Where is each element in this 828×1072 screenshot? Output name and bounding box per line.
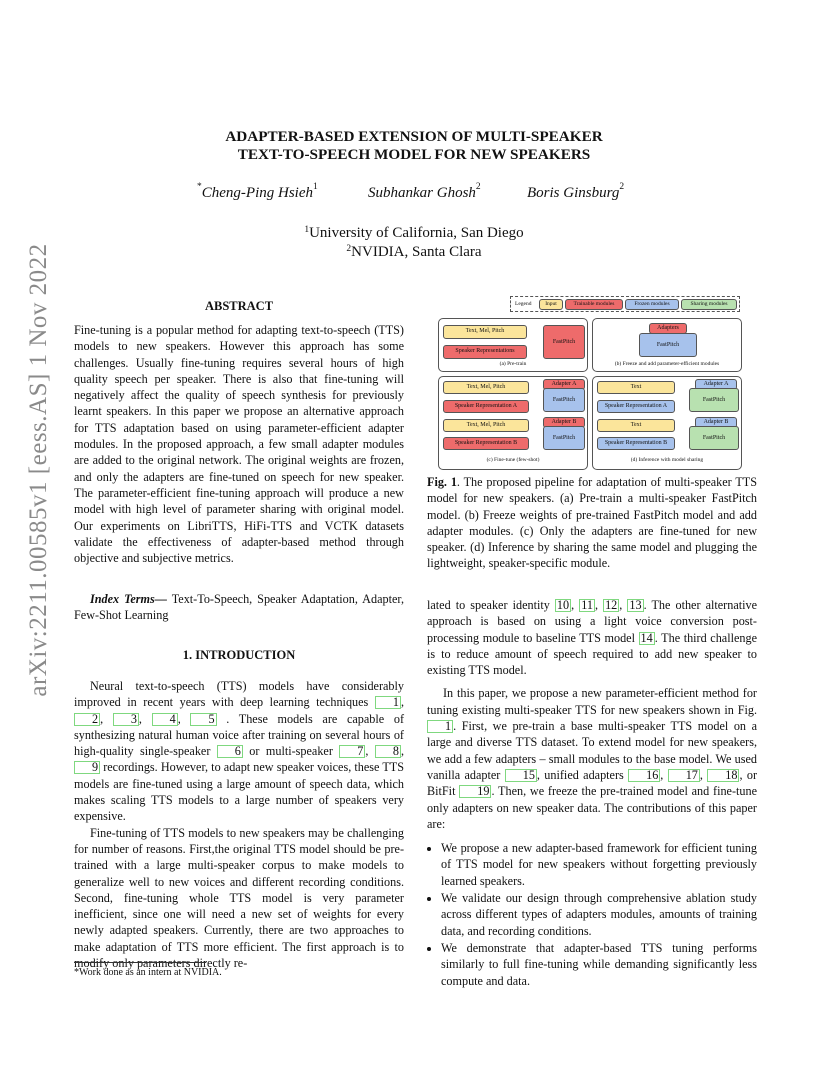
abstract-heading: ABSTRACT: [204, 299, 274, 313]
text-box: Text: [597, 419, 675, 432]
intro-paragraph-3: In this paper, we propose a new parameter-efficient method for tuning existing multi-speaker TTS for new speakers shown in Fig. 1 . First, we pre-train a base multi-speaker TTS model on a large and diverse TTS dataset. To extend model for new speakers, we add a few adapters – small modules to the base model. We used vanilla adapter 15 , unified adapters 16 , 17 , 18 , or BitFit 19 . Then, we freeze the pre-trained model and fine-tune only adapters on new speaker data. The contributions of this paper are:: [427, 686, 758, 831]
panel-d: [592, 376, 742, 470]
panel-b: [592, 318, 742, 372]
adapters-box: Adapters: [649, 323, 687, 334]
citation-link[interactable]: 15: [505, 769, 537, 782]
legend-trainable: Trainable modules: [565, 299, 623, 310]
citation-link[interactable]: 7: [339, 745, 365, 758]
intro-right-column: [427, 597, 757, 990]
citation-link[interactable]: 14: [640, 630, 653, 645]
panel-d-caption: (d) Inference with model sharing: [630, 457, 704, 463]
adapter-b-box: Adapter B: [695, 417, 737, 428]
index-terms-label: Index Terms—: [90, 592, 167, 606]
section-heading-intro: 1. INTRODUCTION: [182, 648, 296, 662]
speaker-rep-a-box: Speaker Representation A: [597, 400, 675, 413]
footnote: *Work done as an intern at NVIDIA.: [74, 967, 222, 978]
citation-link[interactable]: 4: [152, 713, 178, 726]
citation-link[interactable]: 11: [581, 598, 593, 612]
citation-link[interactable]: 8: [375, 745, 401, 758]
title-line-1: ADAPTER-BASED EXTENSION OF MULTI-SPEAKER: [225, 128, 603, 145]
citation-link[interactable]: 17: [668, 769, 700, 782]
citation-link[interactable]: 12: [605, 598, 618, 612]
author-1: *Cheng-Ping Hsieh$^1$: [197, 182, 318, 201]
affiliations: [0, 224, 828, 262]
citation-link[interactable]: 10: [556, 598, 570, 612]
affiliation-1: $^1$University of California, San Diego: [304, 225, 524, 241]
citation-link[interactable]: 2: [74, 713, 100, 726]
citation-link[interactable]: 5: [190, 713, 216, 726]
speaker-rep-b-box: Speaker Representation B: [443, 437, 529, 450]
speaker-reps-box: Speaker Representations: [443, 345, 527, 359]
fastpitch-box: FastPitch: [689, 388, 739, 412]
citation-link[interactable]: 19: [459, 785, 491, 798]
citation-link[interactable]: 13: [629, 598, 642, 612]
title-line-2: TEXT-TO-SPEECH MODEL FOR NEW SPEAKERS: [237, 146, 591, 163]
citation-link[interactable]: 3: [113, 713, 139, 726]
index-terms-text: Text-To-Speech, Speaker Adaptation, Adapter, Few-Shot Learning: [74, 592, 404, 623]
citation-link[interactable]: 16: [628, 769, 660, 782]
citation-link[interactable]: 1: [375, 696, 401, 709]
abstract-text: Fine-tuning is a popular method for adapting text-to-speech (TTS) models to new speakers. However this approach has some challenges. Usually fine-tuning requires several hours of high quality speech per speaker. There is also that fine-tuning will negatively affect the quality of speech synthesis for previously learnt speakers. In this paper we propose an alternative approach for TTS adaptation based on using parameter-efficient adapter modules. In the proposed approach, a few small adapter modules are added to the original network. The original weights are frozen, and only the adapters are fine-tuned on speech for new speaker. The parameter-efficient fine-tuning approach will produce a new model with high level of parameter sharing with original model. Our experiments on LibriTTS, HiFi-TTS and VCTK datasets validate the effectiveness of adapter-based method through objective and subjective metrics.: [74, 323, 404, 566]
index-terms: [74, 591, 404, 624]
adapter-a-box: Adapter A: [695, 379, 737, 390]
contributions-list: [427, 840, 757, 989]
speaker-rep-a-box: Speaker Representation A: [443, 400, 529, 413]
fastpitch-box: FastPitch: [543, 426, 585, 450]
fastpitch-box: FastPitch: [689, 426, 739, 450]
legend-input: Input: [539, 299, 563, 310]
legend-frozen: Frozen modules: [625, 299, 679, 310]
figure-link[interactable]: 1: [427, 720, 453, 733]
figure-legend: [510, 296, 740, 312]
paper-title: [0, 128, 828, 164]
text-mel-pitch-box: Text, Mel, Pitch: [443, 325, 527, 339]
intro-left-column: [74, 678, 404, 971]
text-mel-pitch-box: Text, Mel, Pitch: [443, 419, 529, 432]
panel-a-caption: (a) Pre-train: [499, 361, 527, 367]
legend-sharing: Sharing modules: [681, 299, 737, 310]
footnote-divider: [74, 962, 206, 963]
intro-paragraph-2: Fine-tuning of TTS models to new speakers may be challenging for number of reasons. First,the original TTS model should be pre-trained with a large multi-speaker corpus to make models to generalize well to new voices and different recording conditions. Second, fine-tuning whole TTS model is very parameter inefficient, since one will need a new set of weights for every newly adapted speakers. Currently, there are two approaches to make adaptation of TTS more efficient. The first approach is to modify only parameters directly re-: [74, 825, 404, 971]
abstract-body: [74, 322, 404, 566]
author-2: Subhankar Ghosh$^2$: [368, 182, 481, 201]
figure-caption-text: . The proposed pipeline for adaptation of multi-speaker TTS model for new speakers. (a) Pre-train a multi-speaker FastPitch model. (b) Freeze weights of pre-trained FastPitch model and add adapter modules. (c) Only the adapters are fine-tuned for new speaker. (d) Inference by sharing the same model and plugging the lightweight, speaker-specific module.: [427, 475, 757, 571]
citation-link[interactable]: 6: [217, 745, 243, 758]
fastpitch-box: FastPitch: [543, 388, 585, 412]
panel-c-caption: (c) Fine-tune (few-shot): [486, 457, 540, 463]
citation-link[interactable]: 9: [74, 761, 100, 774]
text-mel-pitch-box: Text, Mel, Pitch: [443, 381, 529, 394]
arxiv-watermark: arXiv:2211.00585v1 [eess.AS] 1 Nov 2022: [25, 243, 52, 697]
figure-caption: [427, 474, 757, 572]
intro-paragraph-1: Neural text-to-speech (TTS) models have considerably improved in recent years with deep learning techniques 1 , 2 , 3 , 4 , 5 . These models are capable of synthesizing natural human voice after training on several hours of high-quality single-speaker 6 or multi-speaker 7 , 8 , 9 recordings. However, to adapt new speaker voices, these TTS models are fine-tuned using a large amount of speech data, which makes scaling TTS models to a large number of speakers very expensive.: [74, 679, 405, 824]
figure-caption-label: Fig. 1: [427, 475, 457, 489]
fastpitch-frozen-box: FastPitch: [639, 333, 697, 357]
fastpitch-box: FastPitch: [543, 325, 585, 359]
legend-label: Legend: [515, 301, 532, 307]
author-3: Boris Ginsburg$^2$: [527, 182, 625, 201]
panel-a: [438, 318, 588, 372]
list-item: • We propose a new adapter-based framework for efficient tuning of TTS model for new speakers without forgetting previously learned speakers.: [441, 840, 757, 889]
affiliation-2: $^2$NVIDIA, Santa Clara: [346, 244, 482, 260]
intro-paragraph-2-continued: lated to speaker identity 10 , 11 , 12 , 13 . The other alternative approach is based on using a light voice conversion post-processing module to baseline TTS model 14 . The third challenge is to reduce amount of speech required to add new speaker to existing TTS model.: [427, 598, 758, 678]
panel-c: [438, 376, 588, 470]
adapter-a-box: Adapter A: [543, 379, 585, 390]
text-box: Text: [597, 381, 675, 394]
citation-link[interactable]: 18: [707, 769, 739, 782]
list-item: • We validate our design through comprehensive ablation study across different types of adapters modules, amounts of training data, and recording conditions.: [441, 890, 757, 939]
figure-1: [438, 296, 740, 470]
speaker-rep-b-box: Speaker Representation B: [597, 437, 675, 450]
panel-b-caption: (b) Freeze and add parameter-efficient modules: [614, 361, 720, 367]
list-item: • We demonstrate that adapter-based TTS tuning performs similarly to full fine-tuning while demanding significantly less compute and data.: [441, 940, 757, 989]
adapter-b-box: Adapter B: [543, 417, 585, 428]
